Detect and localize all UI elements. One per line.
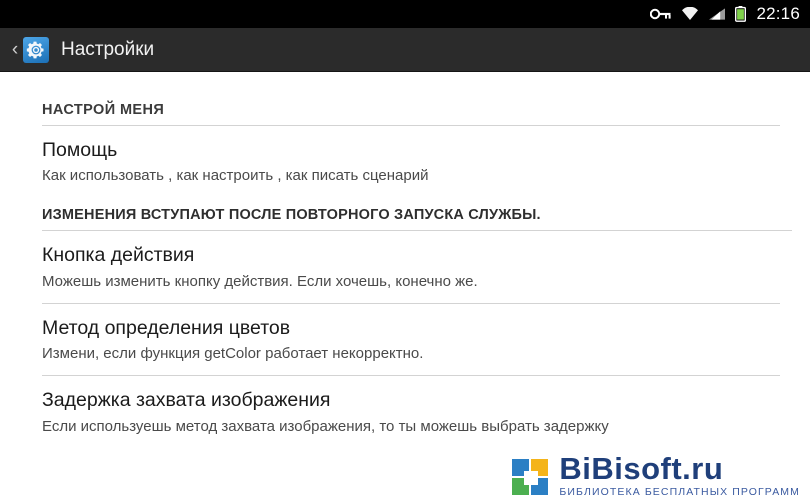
signal-icon xyxy=(708,7,726,21)
section-header-restart-note: ИЗМЕНЕНИЯ ВСТУПАЮТ ПОСЛЕ ПОВТОРНОГО ЗАПУСКА СЛУЖБЫ. xyxy=(42,207,541,224)
pref-item-help[interactable] xyxy=(0,126,810,197)
back-chevron-icon[interactable]: ‹ xyxy=(11,39,19,60)
top-spacer xyxy=(0,72,810,102)
section-header-customize: НАСТРОЙ МЕНЯ xyxy=(42,102,165,118)
battery-icon xyxy=(735,6,746,22)
gear-glyph-icon xyxy=(26,40,46,60)
watermark-text xyxy=(559,450,800,498)
pref-title: Задержка захвата изображения xyxy=(42,389,331,412)
status-bar xyxy=(0,0,810,28)
pref-summary: Как использовать , как настроить , как писать сценарий xyxy=(42,167,429,185)
status-icon-group xyxy=(650,6,746,22)
pref-item-color-method[interactable] xyxy=(0,304,810,375)
settings-gear-icon[interactable] xyxy=(23,37,49,63)
pref-summary: Если используешь метод захвата изображения, то ты можешь выбрать задержку xyxy=(42,417,609,435)
bibisoft-logo-icon xyxy=(511,457,551,497)
watermark-title: BiBisoft.ru xyxy=(559,450,724,486)
action-bar xyxy=(0,28,810,72)
watermark-subtitle: БИБЛИОТЕКА БЕСПЛАТНЫХ ПРОГРАММ xyxy=(559,485,800,498)
preferences-list[interactable] xyxy=(0,72,810,503)
watermark xyxy=(511,450,800,498)
status-clock: 22:16 xyxy=(756,4,800,23)
pref-title: Кнопка действия xyxy=(42,244,195,267)
pref-item-action-button[interactable] xyxy=(0,231,810,302)
wifi-icon xyxy=(681,7,699,21)
vpn-key-icon xyxy=(650,7,672,21)
pref-title: Метод определения цветов xyxy=(42,316,291,339)
pref-summary: Измени, если функция getColor работает некорректно. xyxy=(42,345,424,363)
pref-summary: Можешь изменить кнопку действия. Если хочешь, конечно же. xyxy=(42,272,478,290)
page-title: Настройки xyxy=(61,38,155,60)
pref-item-capture-delay[interactable] xyxy=(0,376,810,447)
pref-title: Помощь xyxy=(42,139,118,161)
